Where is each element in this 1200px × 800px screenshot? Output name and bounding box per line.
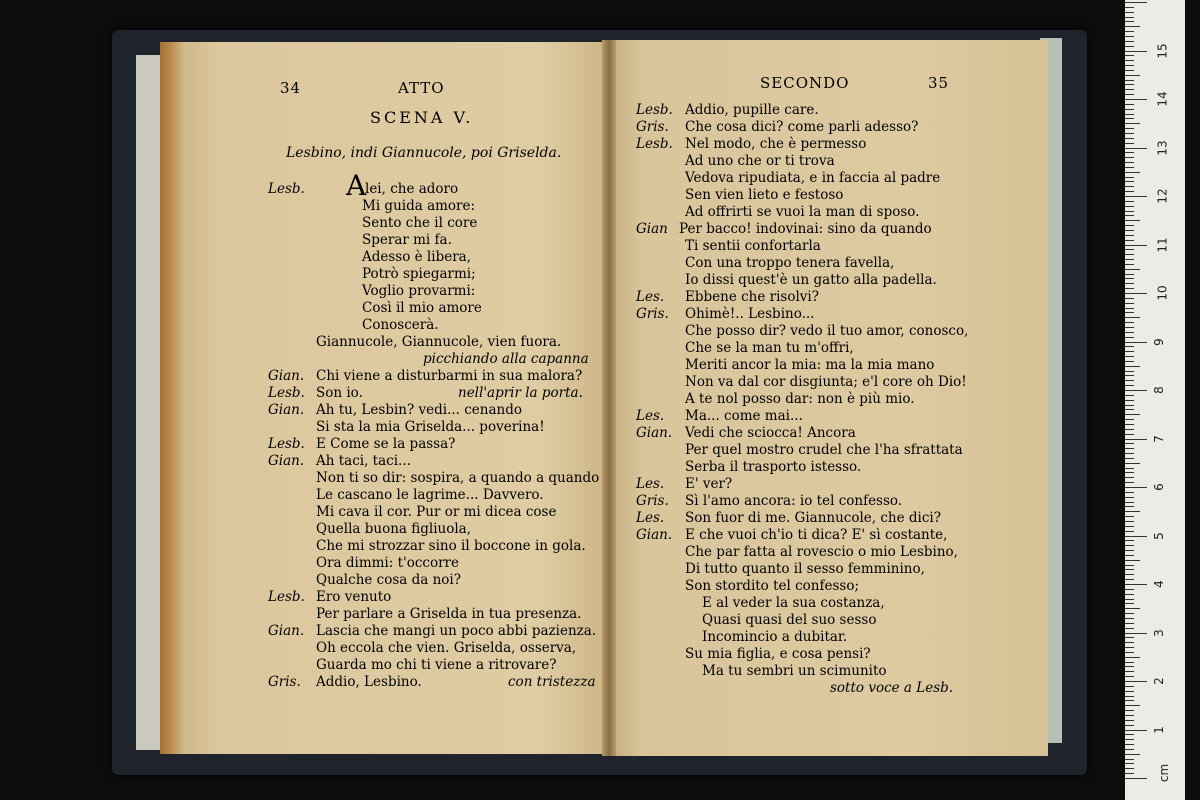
right-verse-line: E che vuoi ch'io ti dica? E' sì costante, [685, 527, 948, 543]
ruler-tick [1125, 7, 1134, 8]
left-verse-line: Mi cava il cor. Pur or mi dicea cose [316, 504, 557, 520]
ruler-tick [1125, 128, 1134, 129]
left-verse-line: Chi viene a disturbarmi in sua malora? [316, 368, 583, 384]
ruler-tick [1125, 569, 1134, 570]
ruler-tick [1125, 671, 1134, 672]
ruler-tick [1125, 618, 1134, 619]
ruler-tick [1125, 41, 1134, 42]
right-verse-line: Ohimè!.. Lesbino... [685, 306, 815, 322]
ruler-tick [1125, 283, 1134, 284]
running-header-right: SECONDO [760, 74, 850, 92]
ruler-tick [1125, 332, 1134, 333]
ruler-number: 13 [1155, 139, 1170, 156]
ruler-tick [1125, 201, 1134, 202]
left-verse-line: Ero venuto [316, 589, 392, 605]
ruler-tick [1125, 599, 1134, 600]
ruler-tick [1125, 278, 1134, 279]
left-verse-line: Non ti so dir: sospira, a quando a quando [316, 470, 600, 486]
ruler-tick [1125, 696, 1134, 697]
ruler-tick [1125, 31, 1134, 32]
book-gutter [602, 40, 616, 756]
left-verse-line: Sperar mi fa. [362, 232, 452, 248]
ruler-tick [1125, 516, 1134, 517]
right-verse-line: Che par fatta al rovescio o mio Lesbino, [685, 544, 958, 560]
left-verse-line: Per parlare a Griselda in tua presenza. [316, 606, 582, 622]
ruler-tick [1125, 206, 1134, 207]
ruler-tick [1125, 133, 1134, 134]
left-speaker-label: Gian. [268, 402, 305, 418]
ruler-tick [1125, 739, 1134, 740]
ruler-tick [1125, 269, 1140, 270]
ruler-tick [1125, 686, 1134, 687]
ruler-tick [1125, 191, 1134, 192]
ruler-tick [1125, 186, 1134, 187]
ruler-tick [1125, 642, 1134, 643]
ruler-tick [1125, 123, 1140, 124]
drop-cap: A [346, 169, 367, 202]
ruler-tick [1125, 734, 1134, 735]
ruler-tick [1125, 21, 1134, 22]
ruler-tick [1125, 763, 1134, 764]
ruler-tick [1125, 235, 1134, 236]
ruler-number: 14 [1155, 91, 1170, 107]
ruler-tick [1125, 342, 1147, 343]
running-header-left: ATTO [398, 79, 445, 97]
ruler-tick [1125, 395, 1134, 396]
ruler-tick [1125, 99, 1147, 100]
right-verse-line: E' ver? [685, 476, 733, 492]
ruler-tick [1125, 75, 1140, 76]
left-verse-line: Lascia che mangi un poco abbi pazienza. [316, 623, 597, 639]
page-number-right: 35 [928, 74, 950, 92]
right-verse-line: A te nol posso dar: non è più mio. [685, 391, 915, 407]
ruler-tick [1125, 710, 1134, 711]
ruler-tick [1125, 768, 1134, 769]
ruler-tick [1125, 114, 1134, 115]
ruler-tick [1125, 434, 1134, 435]
right-verse-line: Serba il trasporto istesso. [685, 459, 862, 475]
right-verse-line: Quasi quasi del suo sesso [702, 612, 877, 628]
ruler-tick [1125, 172, 1140, 173]
left-verse-line: Che mi strozzar sino il boccone in gola. [316, 538, 586, 554]
ruler-tick [1125, 327, 1134, 328]
ruler-tick [1125, 259, 1134, 260]
right-verse-line: Ebbene che risolvi? [685, 289, 819, 305]
ruler-tick [1125, 230, 1134, 231]
ruler-tick [1125, 390, 1147, 391]
ruler-tick [1125, 60, 1134, 61]
ruler-tick [1125, 109, 1134, 110]
right-verse-line: Nel modo, che è permesso [685, 136, 867, 152]
left-verse-line: Voglio provarmi: [362, 283, 476, 299]
ruler-tick [1125, 443, 1134, 444]
right-verse-line: Ma... come mai... [685, 408, 803, 424]
right-verse-line: Con una troppo tenera favella, [685, 255, 895, 271]
ruler-tick [1125, 138, 1134, 139]
ruler-tick [1125, 361, 1134, 362]
right-verse-line: Su mia figlia, e cosa pensi? [685, 646, 871, 662]
left-verse-line: Sento che il core [362, 215, 478, 231]
ruler-tick [1125, 540, 1134, 541]
right-stage-direction: sotto voce a Lesb. [830, 680, 954, 696]
left-speaker-label: Lesb. [268, 181, 305, 197]
left-verse-line: Oh eccola che vien. Griselda, osserva, [316, 640, 577, 656]
right-speaker-label: Lesb. [636, 136, 673, 152]
ruler-tick [1125, 468, 1134, 469]
ruler-tick [1125, 196, 1147, 197]
ruler-tick [1125, 12, 1134, 13]
ruler-tick [1125, 531, 1134, 532]
ruler-tick [1125, 337, 1134, 338]
ruler-tick [1125, 400, 1134, 401]
right-verse-line: Io dissi quest'è un gatto alla padella. [685, 272, 937, 288]
right-speaker-label: Les. [636, 289, 665, 305]
ruler-tick [1125, 623, 1134, 624]
ruler-tick [1125, 778, 1147, 779]
ruler-number: 5 [1151, 531, 1166, 540]
ruler-tick [1125, 526, 1134, 527]
right-verse-line: Per quel mostro crudel che l'ha sfrattata [685, 442, 963, 458]
ruler-tick [1125, 560, 1140, 561]
ruler-tick [1125, 424, 1134, 425]
ruler-number: 12 [1155, 188, 1170, 204]
left-stage-direction: nell'aprir la porta. [458, 385, 583, 401]
left-verse-line: Adesso è libera, [362, 249, 471, 265]
ruler-tick [1125, 317, 1140, 318]
ruler-tick [1125, 550, 1134, 551]
ruler-tick [1125, 700, 1134, 701]
ruler-tick [1125, 375, 1134, 376]
left-verse-line: Son io. [316, 385, 363, 401]
ruler-number: 6 [1151, 483, 1166, 491]
ruler-tick [1125, 681, 1147, 682]
right-verse-line: Ti sentii confortarla [685, 238, 821, 254]
ruler-tick [1125, 308, 1134, 309]
scene-characters: Lesbino, indi Giannucole, poi Griselda. [286, 145, 562, 161]
ruler-tick [1125, 744, 1134, 745]
ruler-tick [1125, 666, 1134, 667]
ruler-tick [1125, 157, 1134, 158]
ruler-tick [1125, 162, 1134, 163]
left-stage-direction: picchiando alla capanna [423, 351, 589, 367]
ruler-tick [1125, 594, 1134, 595]
ruler-tick [1125, 51, 1147, 52]
ruler-tick [1125, 167, 1134, 168]
left-verse-line: Ah taci, taci... [316, 453, 411, 469]
ruler-tick [1125, 633, 1147, 634]
left-verse-line: Conoscerà. [362, 317, 439, 333]
ruler-tick [1125, 65, 1134, 66]
ruler-tick [1125, 380, 1134, 381]
right-verse-line: Sen vien lieto e festoso [685, 187, 844, 203]
ruler-number: 9 [1151, 337, 1166, 346]
left-verse-line: Così il mio amore [362, 300, 482, 316]
ruler-tick [1125, 409, 1134, 410]
right-verse-line: Sì l'amo ancora: io tel confesso. [685, 493, 903, 509]
ruler-tick [1125, 584, 1147, 585]
ruler-tick [1125, 2, 1147, 3]
left-verse-line: Quella buona figliuola, [316, 521, 471, 537]
ruler-tick [1125, 245, 1147, 246]
ruler-tick [1125, 511, 1140, 512]
ruler-tick [1125, 773, 1134, 774]
ruler-tick [1125, 346, 1134, 347]
left-verse-line: Addio, Lesbino. [316, 674, 422, 690]
ruler-number: 11 [1155, 236, 1170, 253]
ruler-tick [1125, 589, 1134, 590]
left-verse-line: Si sta la mia Griselda... poverina! [316, 419, 545, 435]
ruler-tick [1125, 574, 1134, 575]
right-verse-line: Ad uno che or ti trova [685, 153, 835, 169]
ruler-number: 7 [1151, 434, 1166, 443]
right-verse-line: Son fuor di me. Giannucole, che dici? [685, 510, 941, 526]
right-verse-line: Che se la man tu m'offri, [685, 340, 854, 356]
ruler-tick [1125, 293, 1147, 294]
ruler-tick [1125, 676, 1134, 677]
ruler-tick [1125, 506, 1134, 507]
ruler-tick [1125, 463, 1140, 464]
left-verse-line: Giannucole, Giannucole, vien fuora. [316, 334, 562, 350]
ruler-tick [1125, 181, 1134, 182]
ruler-tick [1125, 705, 1140, 706]
right-verse-line: Son stordito tel confesso; [685, 578, 860, 594]
right-verse-line: Che cosa dici? come parli adesso? [685, 119, 919, 135]
ruler-tick [1125, 94, 1134, 95]
ruler-tick [1125, 249, 1134, 250]
left-speaker-label: Gris. [268, 674, 301, 690]
right-speaker-label: Gris. [636, 306, 669, 322]
ruler-tick [1125, 536, 1147, 537]
ruler-tick [1125, 89, 1134, 90]
ruler-tick [1125, 264, 1134, 265]
ruler-tick [1125, 240, 1134, 241]
ruler-tick [1125, 637, 1134, 638]
ruler-tick [1125, 487, 1147, 488]
ruler-tick [1125, 419, 1134, 420]
ruler-tick [1125, 356, 1134, 357]
ruler-tick [1125, 647, 1134, 648]
ruler-tick [1125, 288, 1134, 289]
ruler-number: 10 [1155, 285, 1170, 301]
right-verse-line: Che posso dir? vedo il tuo amor, conosco, [685, 323, 969, 339]
ruler-tick [1125, 46, 1134, 47]
ruler-tick [1125, 458, 1134, 459]
ruler-tick [1125, 215, 1134, 216]
ruler-tick [1125, 492, 1134, 493]
ruler-tick [1125, 148, 1147, 149]
left-verse-line: Potrò spiegarmi; [362, 266, 476, 282]
left-stage-direction: con tristezza [508, 674, 596, 690]
left-verse-line: Ah tu, Lesbin? vedi... cenando [316, 402, 523, 418]
ruler-tick [1125, 303, 1134, 304]
right-speaker-label: Gris. [636, 493, 669, 509]
ruler-tick [1125, 555, 1134, 556]
ruler-tick [1125, 759, 1134, 760]
left-speaker-label: Gian. [268, 453, 305, 469]
ruler-tick [1125, 453, 1134, 454]
ruler-tick [1125, 152, 1134, 153]
left-speaker-label: Lesb. [268, 436, 305, 452]
left-verse-line: Ora dimmi: t'occorre [316, 555, 459, 571]
ruler-tick [1125, 254, 1134, 255]
ruler-tick [1125, 17, 1134, 18]
ruler-number: 15 [1155, 42, 1170, 59]
left-verse-line: Guarda mo chi ti viene a ritrovare? [316, 657, 557, 673]
ruler-tick [1125, 143, 1134, 144]
right-speaker-label: Les. [636, 510, 665, 526]
right-speaker-label: Gian [636, 221, 668, 237]
ruler-tick [1125, 521, 1134, 522]
ruler-tick [1125, 691, 1134, 692]
scene-title: SCENA V. [370, 108, 474, 127]
right-verse-line: Ad offrirti se vuoi la man di sposo. [685, 204, 920, 220]
ruler-tick [1125, 545, 1134, 546]
ruler-tick [1125, 220, 1140, 221]
ruler-tick [1125, 351, 1134, 352]
right-speaker-label: Gian. [636, 425, 673, 441]
left-speaker-label: Gian. [268, 368, 305, 384]
ruler-tick [1125, 312, 1134, 313]
left-verse-line: Le cascano le lagrime... Davvero. [316, 487, 544, 503]
ruler-tick [1125, 608, 1140, 609]
ruler-tick [1125, 104, 1134, 105]
right-speaker-label: Lesb. [636, 102, 673, 118]
ruler-tick [1125, 628, 1134, 629]
ruler-tick [1125, 662, 1134, 663]
ruler-number: 2 [1151, 677, 1166, 685]
left-speaker-label: Gian. [268, 623, 305, 639]
ruler-tick [1125, 322, 1134, 323]
ruler-tick [1125, 725, 1134, 726]
right-verse-line: Ma tu sembri un scimunito [702, 663, 887, 679]
ruler-tick [1125, 477, 1134, 478]
ruler-tick [1125, 579, 1134, 580]
ruler-tick [1125, 472, 1134, 473]
ruler-tick [1125, 405, 1134, 406]
ruler-tick [1125, 225, 1134, 226]
right-verse-line: Vedova ripudiata, e in faccia al padre [685, 170, 941, 186]
ruler-tick [1125, 70, 1134, 71]
left-verse-line: E Come se la passa? [316, 436, 456, 452]
ruler-tick [1125, 482, 1134, 483]
scale-ruler [1125, 0, 1185, 800]
ruler-tick [1125, 274, 1134, 275]
left-verse-line: Mi guida amore: [362, 198, 476, 214]
ruler-number: 3 [1151, 628, 1166, 637]
ruler-tick [1125, 84, 1134, 85]
left-verse-line: lei, che adoro [365, 181, 459, 197]
ruler-tick [1125, 429, 1134, 430]
ruler-tick [1125, 439, 1147, 440]
right-verse-line: E al veder la sua costanza, [702, 595, 885, 611]
ruler-tick [1125, 730, 1147, 731]
ruler-tick [1125, 754, 1140, 755]
right-verse-line: Incomincio a dubitar. [702, 629, 848, 645]
ruler-tick [1125, 385, 1134, 386]
ruler-number: 1 [1151, 725, 1166, 734]
ruler-tick [1125, 55, 1134, 56]
right-speaker-label: Les. [636, 408, 665, 424]
ruler-tick [1125, 565, 1134, 566]
ruler-tick [1125, 720, 1134, 721]
ruler-tick [1125, 414, 1140, 415]
ruler-unit: cm [1157, 763, 1172, 783]
ruler-tick [1125, 26, 1140, 27]
ruler-tick [1125, 652, 1134, 653]
left-speaker-label: Lesb. [268, 589, 305, 605]
ruler-tick [1125, 177, 1134, 178]
right-verse-line: Per bacco! indovinai: sino da quando [679, 221, 932, 237]
right-speaker-label: Gris. [636, 119, 669, 135]
ruler-tick [1125, 36, 1134, 37]
ruler-tick [1125, 715, 1134, 716]
right-verse-line: Addio, pupille care. [685, 102, 819, 118]
right-verse-line: Meriti ancor la mia: ma la mia mano [685, 357, 935, 373]
ruler-tick [1125, 502, 1134, 503]
ruler-tick [1125, 497, 1134, 498]
ruler-tick [1125, 657, 1140, 658]
page-number-left: 34 [280, 79, 302, 97]
left-verse-line: Qualche cosa da noi? [316, 572, 461, 588]
ruler-tick [1125, 80, 1134, 81]
right-verse-line: Non va dal cor disgiunta; e'l core oh Dio! [685, 374, 967, 390]
ruler-tick [1125, 366, 1140, 367]
right-speaker-label: Gian. [636, 527, 673, 543]
ruler-tick [1125, 298, 1134, 299]
right-verse-line: Vedi che sciocca! Ancora [685, 425, 856, 441]
ruler-number: 4 [1151, 580, 1166, 588]
ruler-number: 8 [1151, 386, 1166, 394]
right-verse-line: Di tutto quanto il sesso femminino, [685, 561, 925, 577]
ruler-tick [1125, 749, 1134, 750]
ruler-tick [1125, 613, 1134, 614]
right-speaker-label: Les. [636, 476, 665, 492]
ruler-tick [1125, 448, 1134, 449]
ruler-tick [1125, 211, 1134, 212]
ruler-tick [1125, 371, 1134, 372]
ruler-tick [1125, 603, 1134, 604]
left-speaker-label: Lesb. [268, 385, 305, 401]
ruler-tick [1125, 118, 1134, 119]
